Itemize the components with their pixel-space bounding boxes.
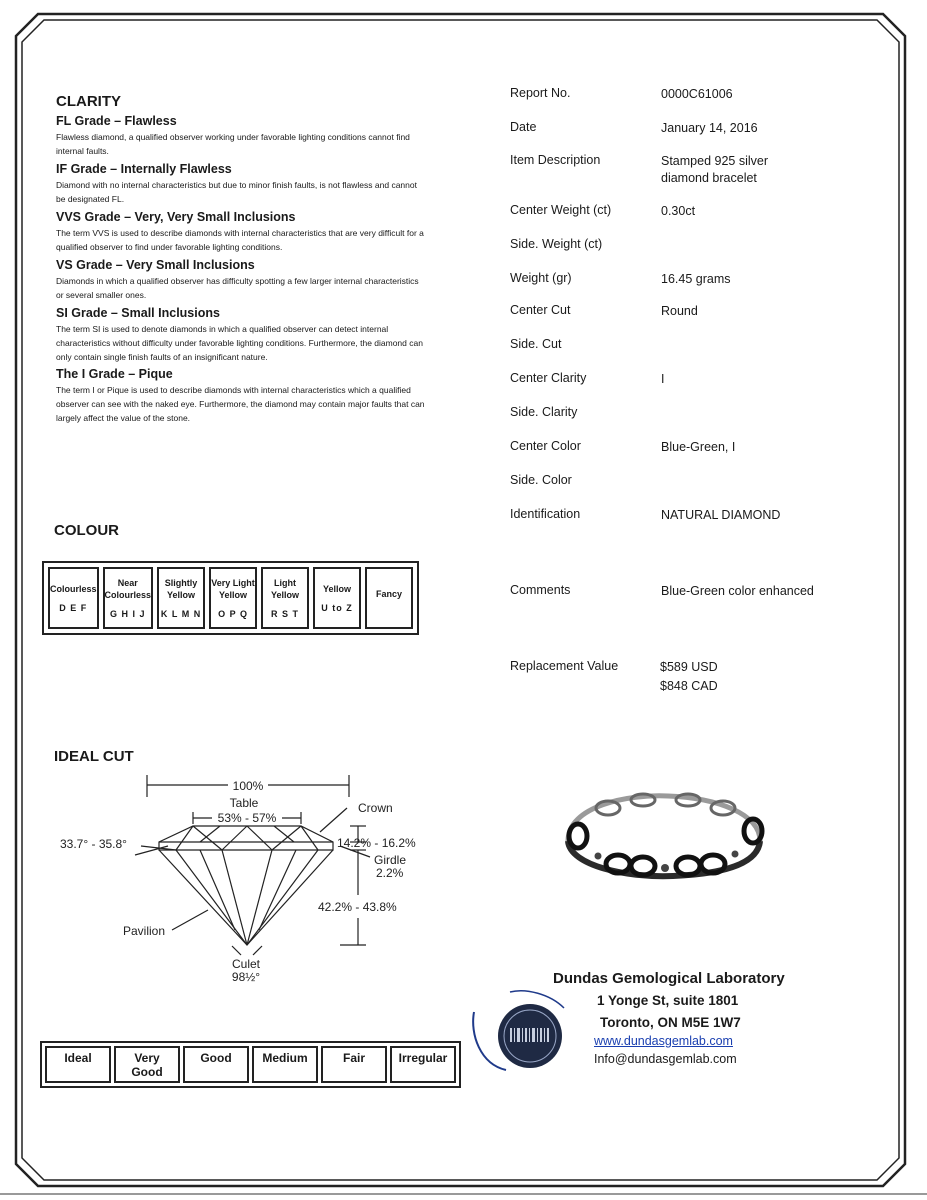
lab-email: Info@dundasgemlab.com	[594, 1052, 737, 1066]
colour-cell: Colourless D E F	[48, 567, 99, 629]
girdle-label: Girdle	[374, 853, 407, 867]
report-label: Side. Cut	[510, 337, 562, 351]
report-label: Report No.	[510, 86, 571, 100]
girdle-value: 2.2%	[376, 866, 404, 880]
bracelet-photo	[548, 786, 778, 891]
report-label: Item Description	[510, 153, 601, 167]
clarity-grade-title: FL Grade – Flawless	[56, 114, 177, 128]
report-value: January 14, 2016	[661, 121, 758, 135]
report-label: Center Cut	[510, 303, 571, 317]
report-value: I	[661, 372, 665, 386]
report-label: Side. Color	[510, 473, 572, 487]
cut-grade-cell: Good	[183, 1046, 249, 1083]
clarity-grade-title: The I Grade – Pique	[56, 367, 173, 381]
cut-grade-cell: Fair	[321, 1046, 387, 1083]
report-label: Center Clarity	[510, 371, 587, 385]
colour-cell: Yellow U to Z	[313, 567, 361, 629]
lab-address-line1: 1 Yonge St, suite 1801	[597, 993, 739, 1008]
report-label: Center Color	[510, 439, 581, 453]
clarity-grade-title: VVS Grade – Very, Very Small Inclusions	[56, 210, 296, 224]
clarity-grade-title: VS Grade – Very Small Inclusions	[56, 258, 255, 272]
report-label: Date	[510, 120, 537, 134]
report-value: NATURAL DIAMOND	[661, 508, 781, 522]
clarity-grade-desc: Diamond with no internal characteristics but due to minor finish faults, is not flawless and cannot be designated FL.	[56, 180, 417, 204]
lab-address-line2: Toronto, ON M5E 1W7	[600, 1015, 741, 1030]
ideal-cut-heading: IDEAL CUT	[54, 748, 134, 765]
report-label: Center Weight (ct)	[510, 203, 612, 217]
replacement-label: Replacement Value	[510, 659, 619, 673]
pavilion-label: Pavilion	[123, 924, 166, 938]
culet-value: 98½°	[231, 970, 261, 984]
clarity-heading: CLARITY	[56, 93, 121, 110]
comments-label: Comments	[510, 583, 571, 597]
report-value: Round	[661, 304, 698, 318]
clarity-grade-desc: The term VVS is used to describe diamonds with internal characteristics that are very difficult for a qualified observer to find under favorable lighting conditions.	[56, 228, 424, 252]
cut-grade-cell: Medium	[252, 1046, 318, 1083]
clarity-grade-desc: The term SI is used to denote diamonds in which a qualified observer can detect internal characteristics without difficulty under favorable lighting conditions. Furthermore, the diamond can only contain single finish faults of an insignificant nature.	[56, 324, 423, 362]
width-label: 100%	[232, 779, 264, 793]
colour-cell: Slightly Yellow K L M N	[157, 567, 205, 629]
clarity-grade-desc: Flawless diamond, a qualified observer working under favorable lighting conditions cannot find internal faults.	[56, 132, 410, 156]
replacement-cad: $848 CAD	[660, 679, 718, 693]
clarity-grade-desc: Diamonds in which a qualified observer has difficulty spotting a few larger internal characteristics or several smaller ones.	[56, 276, 419, 300]
colour-heading: COLOUR	[54, 522, 119, 539]
cut-grade-cell: Very Good	[114, 1046, 180, 1083]
report-label: Weight (gr)	[510, 271, 572, 285]
clarity-grade-title: IF Grade – Internally Flawless	[56, 162, 232, 176]
colour-cell: Light Yellow R S T	[261, 567, 309, 629]
comments-value: Blue-Green color enhanced	[661, 584, 814, 598]
cut-grade-cell: Ideal	[45, 1046, 111, 1083]
report-value: 16.45 grams	[661, 272, 731, 286]
lab-seal-stamp	[466, 984, 582, 1074]
culet-label: Culet	[231, 957, 261, 971]
crown-label: Crown	[358, 801, 393, 815]
report-value: Blue-Green, I	[661, 440, 736, 454]
crown-height-label: 14.2% - 16.2%	[337, 836, 416, 850]
report-value: 0.30ct	[661, 204, 696, 218]
pavilion-depth-label: 42.2% - 43.8%	[318, 900, 397, 914]
clarity-grade-title: SI Grade – Small Inclusions	[56, 306, 220, 320]
table-range-label: 53% - 57%	[217, 811, 277, 825]
crown-angle-label: 33.7° - 35.8°	[60, 837, 127, 851]
replacement-usd: $589 USD	[660, 660, 718, 674]
lab-website-link[interactable]: www.dundasgemlab.com	[594, 1034, 733, 1048]
report-value: Stamped 925 silver diamond bracelet	[661, 154, 769, 185]
colour-cell: Very Light Yellow O P Q	[209, 567, 257, 629]
cut-grade-cell: Irregular	[390, 1046, 456, 1083]
colour-cell: Near Colourless G H I J	[103, 567, 154, 629]
lab-name: Dundas Gemological Laboratory	[553, 970, 785, 987]
clarity-grade-desc: The term I or Pique is used to describe diamonds with internal characteristics which a qualified observer can see with the naked eye. Furthermore, the diamond may contain major faults that can largely affect the value of the stone.	[56, 385, 425, 423]
report-label: Identification	[510, 507, 581, 521]
report-label: Side. Clarity	[510, 405, 578, 419]
report-label: Side. Weight (ct)	[510, 237, 603, 251]
table-label: Table	[229, 796, 259, 810]
report-value: 0000C61006	[661, 87, 733, 101]
cut-grade-table	[40, 1041, 461, 1088]
colour-cell: Fancy	[365, 567, 413, 629]
